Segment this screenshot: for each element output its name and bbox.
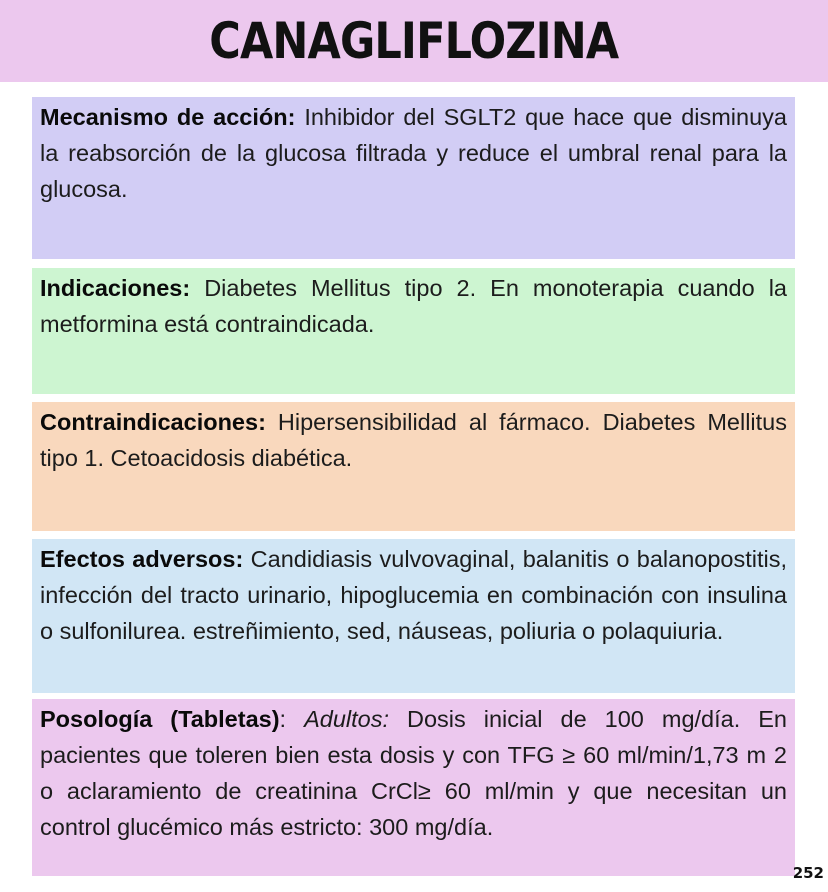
section-label: Efectos adversos: <box>40 546 244 572</box>
section-paragraph <box>40 701 787 845</box>
section-paragraph <box>40 541 787 649</box>
section-posologia <box>32 699 795 876</box>
section-italic: Adultos: <box>304 706 389 732</box>
page-number: 252 <box>792 864 824 882</box>
section-text: Diabetes Mellitus tipo 2. En monoterapia cuando la metformina está contraindicada. <box>40 275 787 337</box>
section-text: Candidiasis vulvovaginal, balanitis o balanopostitis, infección del tracto urinario, hipoglucemia en combinación con insulina o sulfonilurea. estreñimiento, sed, náuseas, poliuria o polaquiuria. <box>40 546 788 644</box>
section-label: Indicaciones: <box>40 275 191 301</box>
section-label: Posología (Tabletas) <box>40 706 280 732</box>
section-paragraph <box>40 99 787 207</box>
label-separator: : <box>279 706 305 732</box>
section-mecanismo <box>32 97 795 259</box>
page-title: CANAGLIFLOZINA <box>209 12 619 70</box>
section-label: Contraindicaciones: <box>40 409 266 435</box>
section-contraindicaciones <box>32 402 795 531</box>
title-bar <box>0 0 828 82</box>
section-text: Hipersensibilidad al fármaco. Diabetes Mellitus tipo 1. Cetoacidosis diabética. <box>40 409 787 471</box>
section-efectos-adversos <box>32 539 795 693</box>
section-text: Dosis inicial de 100 mg/día. En pacientes que toleren bien esta dosis y con TFG ≥ 60 ml/min/1,73 m 2 o aclaramiento de creatinina CrCl≥ 60 ml/min y que necesitan un control glucémico más estricto: 300 mg/día. <box>40 706 787 840</box>
section-text: Inhibidor del SGLT2 que hace que disminuya la reabsorción de la glucosa filtrada y reduce el umbral renal para la glucosa. <box>40 104 787 202</box>
section-label: Mecanismo de acción: <box>40 104 296 130</box>
section-paragraph <box>40 404 787 476</box>
section-indicaciones <box>32 268 795 394</box>
section-paragraph <box>40 270 787 342</box>
